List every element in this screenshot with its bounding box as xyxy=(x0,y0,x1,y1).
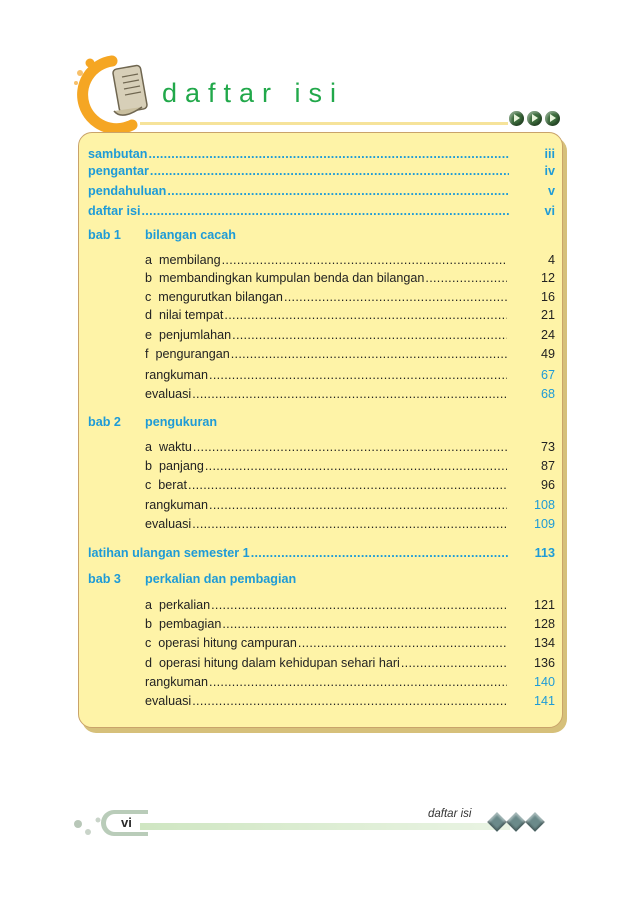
toc-entry[interactable]: a perkalian . . . 121 xyxy=(145,596,555,614)
toc-entry[interactable]: f pengurangan . . . 49 xyxy=(145,345,555,363)
arrow-right-icon xyxy=(509,111,524,126)
toc-entry-pendahuluan[interactable]: pendahuluan . . . v xyxy=(88,182,555,200)
toc-entry-pengantar[interactable]: pengantar . . . iv xyxy=(88,162,555,180)
footer-divider xyxy=(140,823,510,830)
toc-entry[interactable]: a waktu . . . 73 xyxy=(145,438,555,456)
toc-entry-midterm[interactable]: latihan ulangan semester 1 . . . 113 xyxy=(88,544,555,562)
page-title: daftar isi xyxy=(162,78,345,108)
header-divider xyxy=(140,122,508,125)
toc-entry[interactable]: b panjang . . . 87 xyxy=(145,457,555,475)
toc-entry-evaluasi[interactable]: evaluasi . . . 109 xyxy=(145,515,555,533)
toc-entry[interactable]: d nilai tempat . . . 21 xyxy=(145,306,555,324)
toc-entry[interactable]: c berat . . . 96 xyxy=(145,476,555,494)
chapter-3-number: bab 3 xyxy=(88,572,121,586)
arrow-right-icon xyxy=(527,111,542,126)
running-title: daftar isi xyxy=(428,808,472,820)
toc-entry[interactable]: d operasi hitung dalam kehidupan sehari hari . . . 136 xyxy=(145,654,555,672)
chapter-2-number: bab 2 xyxy=(88,415,121,429)
toc-entry-evaluasi[interactable]: evaluasi . . . 68 xyxy=(145,385,555,403)
chapter-2-title[interactable]: pengukuran xyxy=(145,415,218,429)
diamond-icon xyxy=(525,812,545,832)
toc-entry-daftar-isi[interactable]: daftar isi . . . vi xyxy=(88,202,555,220)
chapter-1-title[interactable]: bilangan cacah xyxy=(145,228,236,242)
toc-entry[interactable]: b pembagian . . . 128 xyxy=(145,615,555,633)
toc-entry-rangkuman[interactable]: rangkuman . . . 108 xyxy=(145,496,555,514)
toc-entry-rangkuman[interactable]: rangkuman . . . 140 xyxy=(145,673,555,691)
chapter-3-title[interactable]: perkalian dan pembagian xyxy=(145,572,297,586)
toc-entry[interactable]: c operasi hitung campuran . . . 134 xyxy=(145,634,555,652)
arrow-right-icon xyxy=(545,111,560,126)
toc-entry[interactable]: e penjumlahan . . . 24 xyxy=(145,326,555,344)
header-nav-dots xyxy=(509,111,560,126)
toc-entry-evaluasi[interactable]: evaluasi . . . 141 xyxy=(145,692,555,710)
toc-entry[interactable]: b membandingkan kumpulan benda dan bilangan . . . 12 xyxy=(145,269,555,287)
chapter-1-number: bab 1 xyxy=(88,228,121,242)
diamond-icon xyxy=(506,812,526,832)
toc-entry-sambutan[interactable]: sambutan . . . iii xyxy=(88,145,555,163)
toc-entry[interactable]: c mengurutkan bilangan . . . 16 xyxy=(145,288,555,306)
page-number: vi xyxy=(121,815,132,830)
diamond-icon xyxy=(487,812,507,832)
footer-diamonds xyxy=(490,815,542,829)
toc-entry[interactable]: a membilang . . . 4 xyxy=(145,251,555,269)
toc-entry-rangkuman[interactable]: rangkuman . . . 67 xyxy=(145,366,555,384)
